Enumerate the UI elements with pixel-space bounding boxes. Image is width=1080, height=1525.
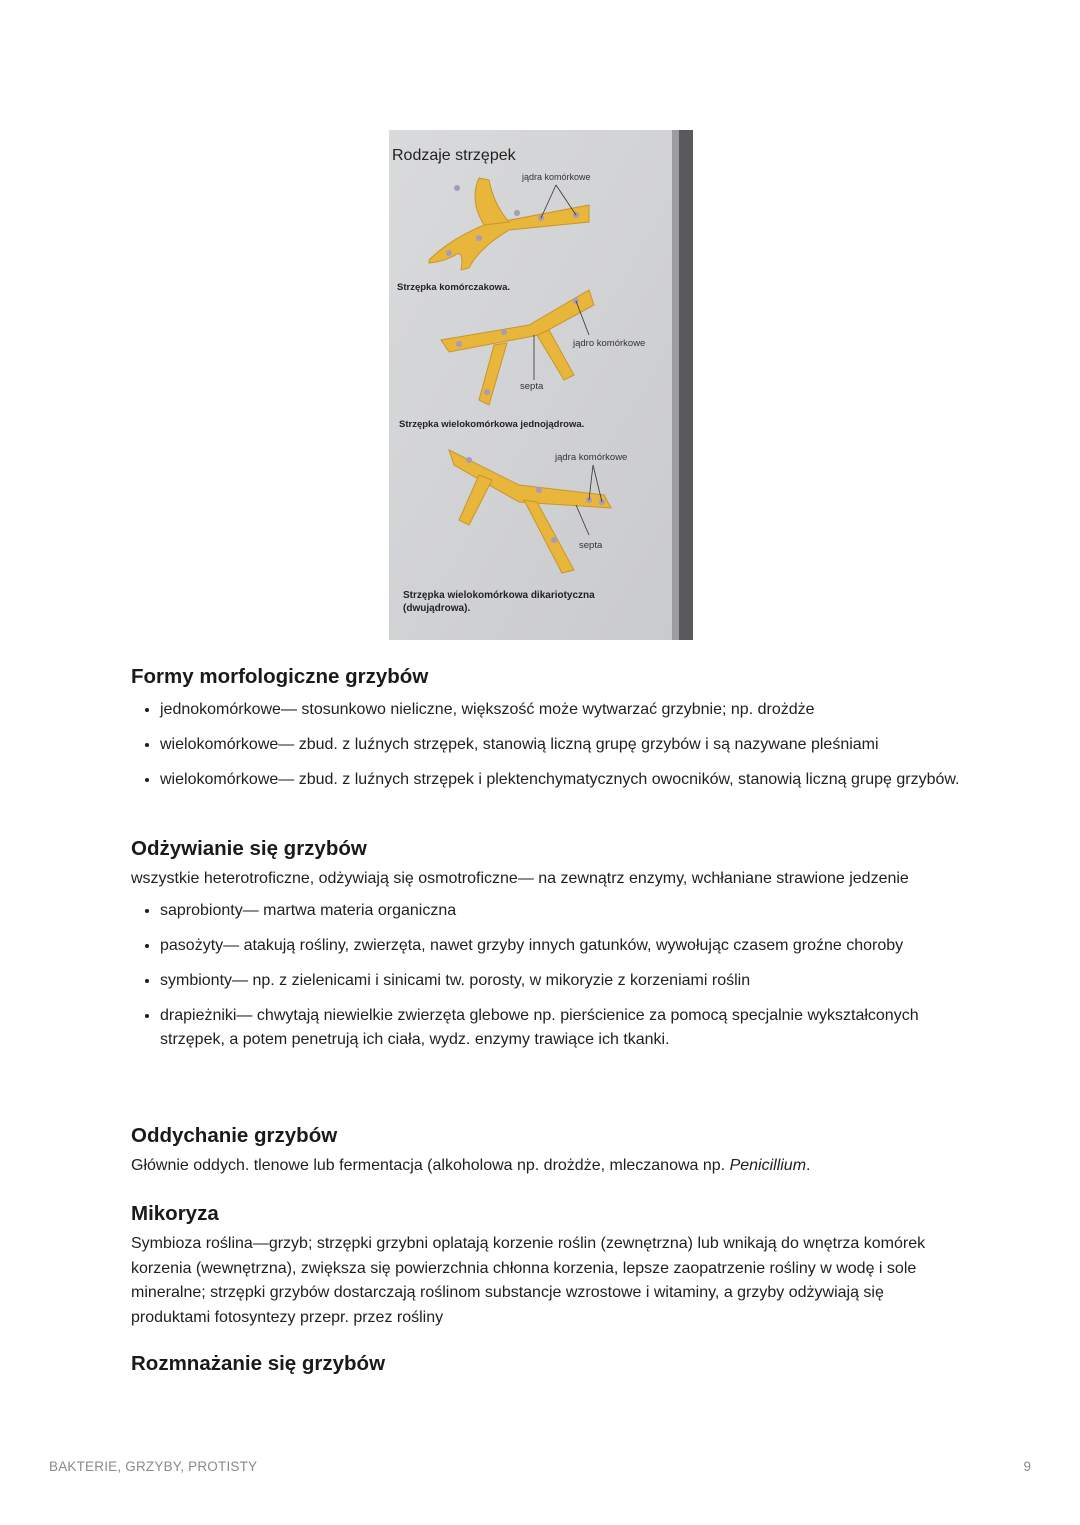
section-forms <box>131 663 961 802</box>
heading-nutrition: Odżywianie się grzybów <box>131 837 367 860</box>
nutrition-list <box>131 898 961 1053</box>
respiration-text-main: Głównie oddych. tlenowe lub fermentacja (alkoholowa np. drożdże, mleczanowa np. <box>131 1157 730 1174</box>
respiration-text <box>131 1154 961 1179</box>
caption-3b: (dwujądrowa). <box>403 603 471 614</box>
section-nutrition <box>131 835 961 1062</box>
heading-forms: Formy morfologiczne grzybów <box>131 665 429 688</box>
section-reproduction <box>131 1350 961 1378</box>
list-item: • wielokomórkowe— zbud. z luźnych strzępek, stanowią liczną grupę grzybów i są nazywane pleśniami <box>160 732 961 758</box>
label-nucleus-2: jądro komórkowe <box>573 338 646 349</box>
hyphae-types-photo <box>389 130 693 640</box>
section-respiration <box>131 1122 961 1179</box>
label-nuclei-1: jądra komórkowe <box>522 172 591 182</box>
heading-mycorrhiza: Mikoryza <box>131 1202 219 1225</box>
label-nuclei-3: jądra komórkowe <box>555 452 628 463</box>
list-item: • jednokomórkowe— stosunkowo nieliczne, większość może wytwarzać grzybnie; np. drożdże <box>160 697 961 723</box>
label-septa-3: septa <box>579 540 603 551</box>
caption-2: Strzępka wielokomórkowa jednojądrowa. <box>399 419 585 430</box>
mycorrhiza-text: Symbioza roślina—grzyb; strzępki grzybni oplatają korzenie roślin (zewnętrzna) lub wnikają do wnętrza komórek korzenia (wewnętrzna), zwiększa się powierzchnia chłonna korzenia, lepsze zaopatrzenie rośliny w wodę i sole mineralne; strzępki grzybów dostarczają roślinom substancje wzrostowe i witaminy, a grzyby odżywiają się produktami fotosyntezy przepr. przez rośliny <box>131 1235 926 1326</box>
heading-respiration: Oddychanie grzybów <box>131 1124 338 1147</box>
list-item: • saprobionty— martwa materia organiczna <box>160 898 961 924</box>
footer-title: BAKTERIE, GRZYBY, PROTISTY <box>49 1459 258 1474</box>
section-mycorrhiza <box>131 1200 961 1330</box>
respiration-text-end: . <box>806 1157 811 1174</box>
respiration-genus: Penicillium <box>729 1157 807 1174</box>
label-septa-2: septa <box>520 381 544 392</box>
heading-reproduction: Rozmnażanie się grzybów <box>131 1352 386 1375</box>
caption-1: Strzępka komórczakowa. <box>397 282 510 293</box>
caption-3a: Strzępka wielokomórkowa dikariotyczna <box>403 590 595 601</box>
page-number: 9 <box>1023 1459 1031 1474</box>
list-item: • symbionty— np. z zielenicami i sinicami tw. porosty, w mikoryzie z korzeniami roślin <box>160 968 961 994</box>
figure-title: Rodzaje strzępek <box>392 147 516 164</box>
list-item: • drapieżniki— chwytają niewielkie zwierzęta glebowe np. pierścienice za pomocą specjalnie wykształconych strzępek, a potem penetrują ich ciała, wydz. enzymy trawiące ich tkanki. <box>160 1003 961 1053</box>
nutrition-intro: wszystkie heterotroficzne, odżywiają się osmotroficzne— na zewnątrz enzymy, wchłaniane strawione jedzenie <box>131 870 909 887</box>
list-item: • wielokomórkowe— zbud. z luźnych strzępek i plektenchymatycznych owocników, stanowią liczną grupę grzybów. <box>160 767 961 793</box>
forms-list <box>131 697 961 793</box>
list-item: • pasożyty— atakują rośliny, zwierzęta, nawet grzyby innych gatunków, wywołując czasem groźne choroby <box>160 933 961 959</box>
